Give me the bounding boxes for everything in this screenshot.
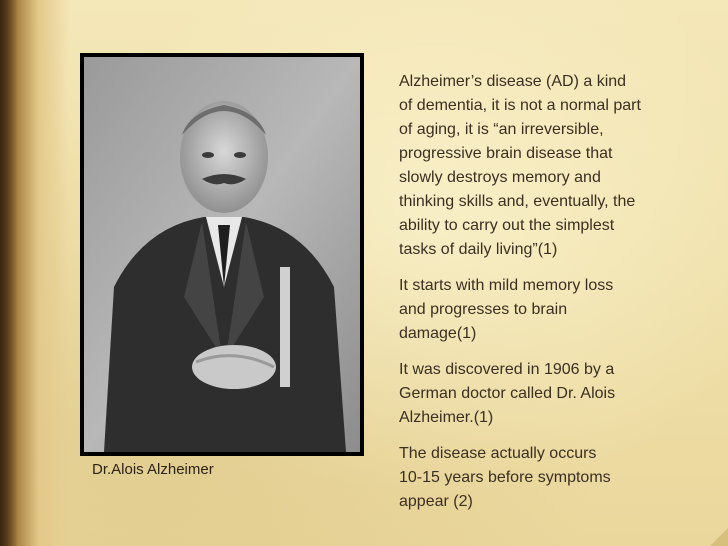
paragraph-progression: It starts with mild memory loss and progresses to brain damage(1) xyxy=(399,277,614,342)
page-curl xyxy=(710,528,728,546)
paragraph-discovery: It was discovered in 1906 by a German doctor called Dr. Alois Alzheimer.(1) xyxy=(399,361,616,426)
paragraph-onset: The disease actually occurs 10-15 years before symptoms appear (2) xyxy=(399,445,611,510)
portrait-photo-frame xyxy=(80,53,364,456)
binding-shadow xyxy=(0,0,18,546)
portrait-photo-icon xyxy=(84,57,360,452)
paragraph-definition: Alzheimer’s disease (AD) a kind of dementia, it is not a normal part of aging, it is “an irreversible, progressive brain disease that slowly destroys memory and thinking skills and, eventually, the ability to carry out the simplest tasks of daily living”(1) xyxy=(399,73,641,258)
text-column xyxy=(399,70,709,526)
photo-caption: Dr.Alois Alzheimer xyxy=(92,461,214,478)
